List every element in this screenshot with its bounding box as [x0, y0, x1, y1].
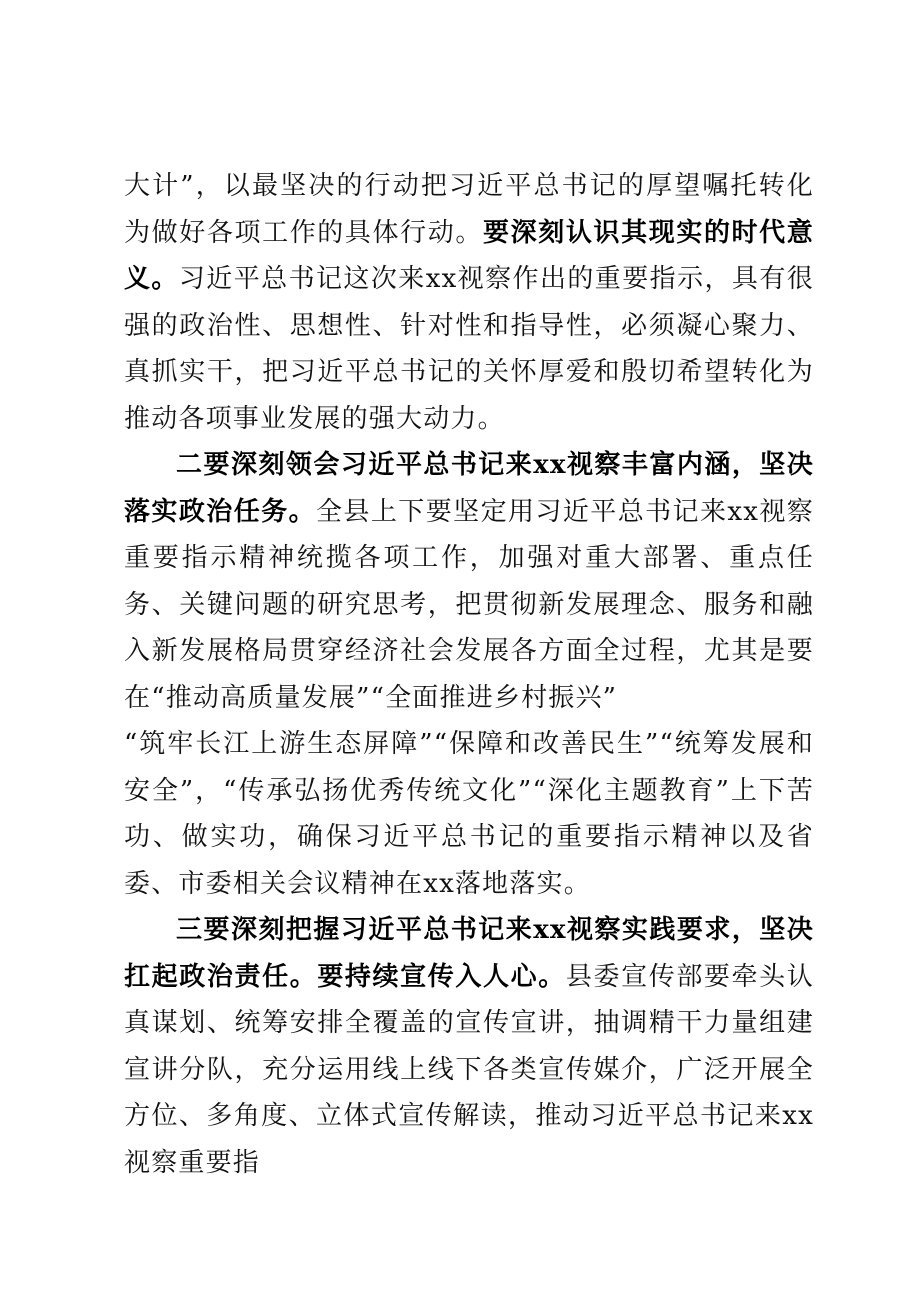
- paragraph-2-text: 全县上下要坚定用习近平总书记来xx视察重要指示精神统揽各项工作，加强对重大部署、重点任务、关键问题的研究思考，把贯彻新发展理念、服务和融入新发展格局贯穿经济社会发展各方面全过程，尤其是要在“推动高质量发展”“全面推进乡村振兴”: [124, 496, 814, 713]
- paragraph-1-bold-heading: 要深刻认识其现实的时代意义。: [124, 217, 814, 294]
- document-body: [124, 163, 814, 1186]
- paragraph-3: [124, 721, 814, 907]
- paragraph-4: [124, 907, 814, 1186]
- paragraph-1-text: 大计”，以最坚决的行动把习近平总书记的厚望嘱托转化为做好各项工作的具体行动。: [124, 171, 814, 248]
- paragraph-4-bold-subheading: 要持续宣传入人心。: [317, 961, 566, 992]
- paragraph-4-bold-heading: 三要深刻把握习近平总书记来xx视察实践要求，坚决扛起政治责任。: [124, 915, 814, 992]
- paragraph-1-text-continued: 习近平总书记这次来xx视察作出的重要指示，具有很强的政治性、思想性、针对性和指导性，必须凝心聚力、真抓实干，把习近平总书记的关怀厚爱和殷切希望转化为推动各项事业发展的强大动力。: [124, 264, 814, 434]
- paragraph-1: [124, 163, 814, 442]
- paragraph-2-bold-heading: 二要深刻领会习近平总书记来xx视察丰富内涵，坚决落实政治任务。: [124, 450, 814, 527]
- paragraph-2: [124, 442, 814, 721]
- paragraph-4-text: 县委宣传部要牵头认真谋划、统筹安排全覆盖的宣传宣讲，抽调精干力量组建宣讲分队，充分运用线上线下各类宣传媒介，广泛开展全方位、多角度、立体式宣传解读，推动习近平总书记来xx视察重要指: [124, 961, 814, 1178]
- paragraph-3-text: “筑牢长江上游生态屏障”“保障和改善民生”“统筹发展和安全”，“传承弘扬优秀传统文化”“深化主题教育”上下苦功、做实功，确保习近平总书记的重要指示精神以及省委、市委相关会议精神在xx落地落实。: [124, 729, 814, 899]
